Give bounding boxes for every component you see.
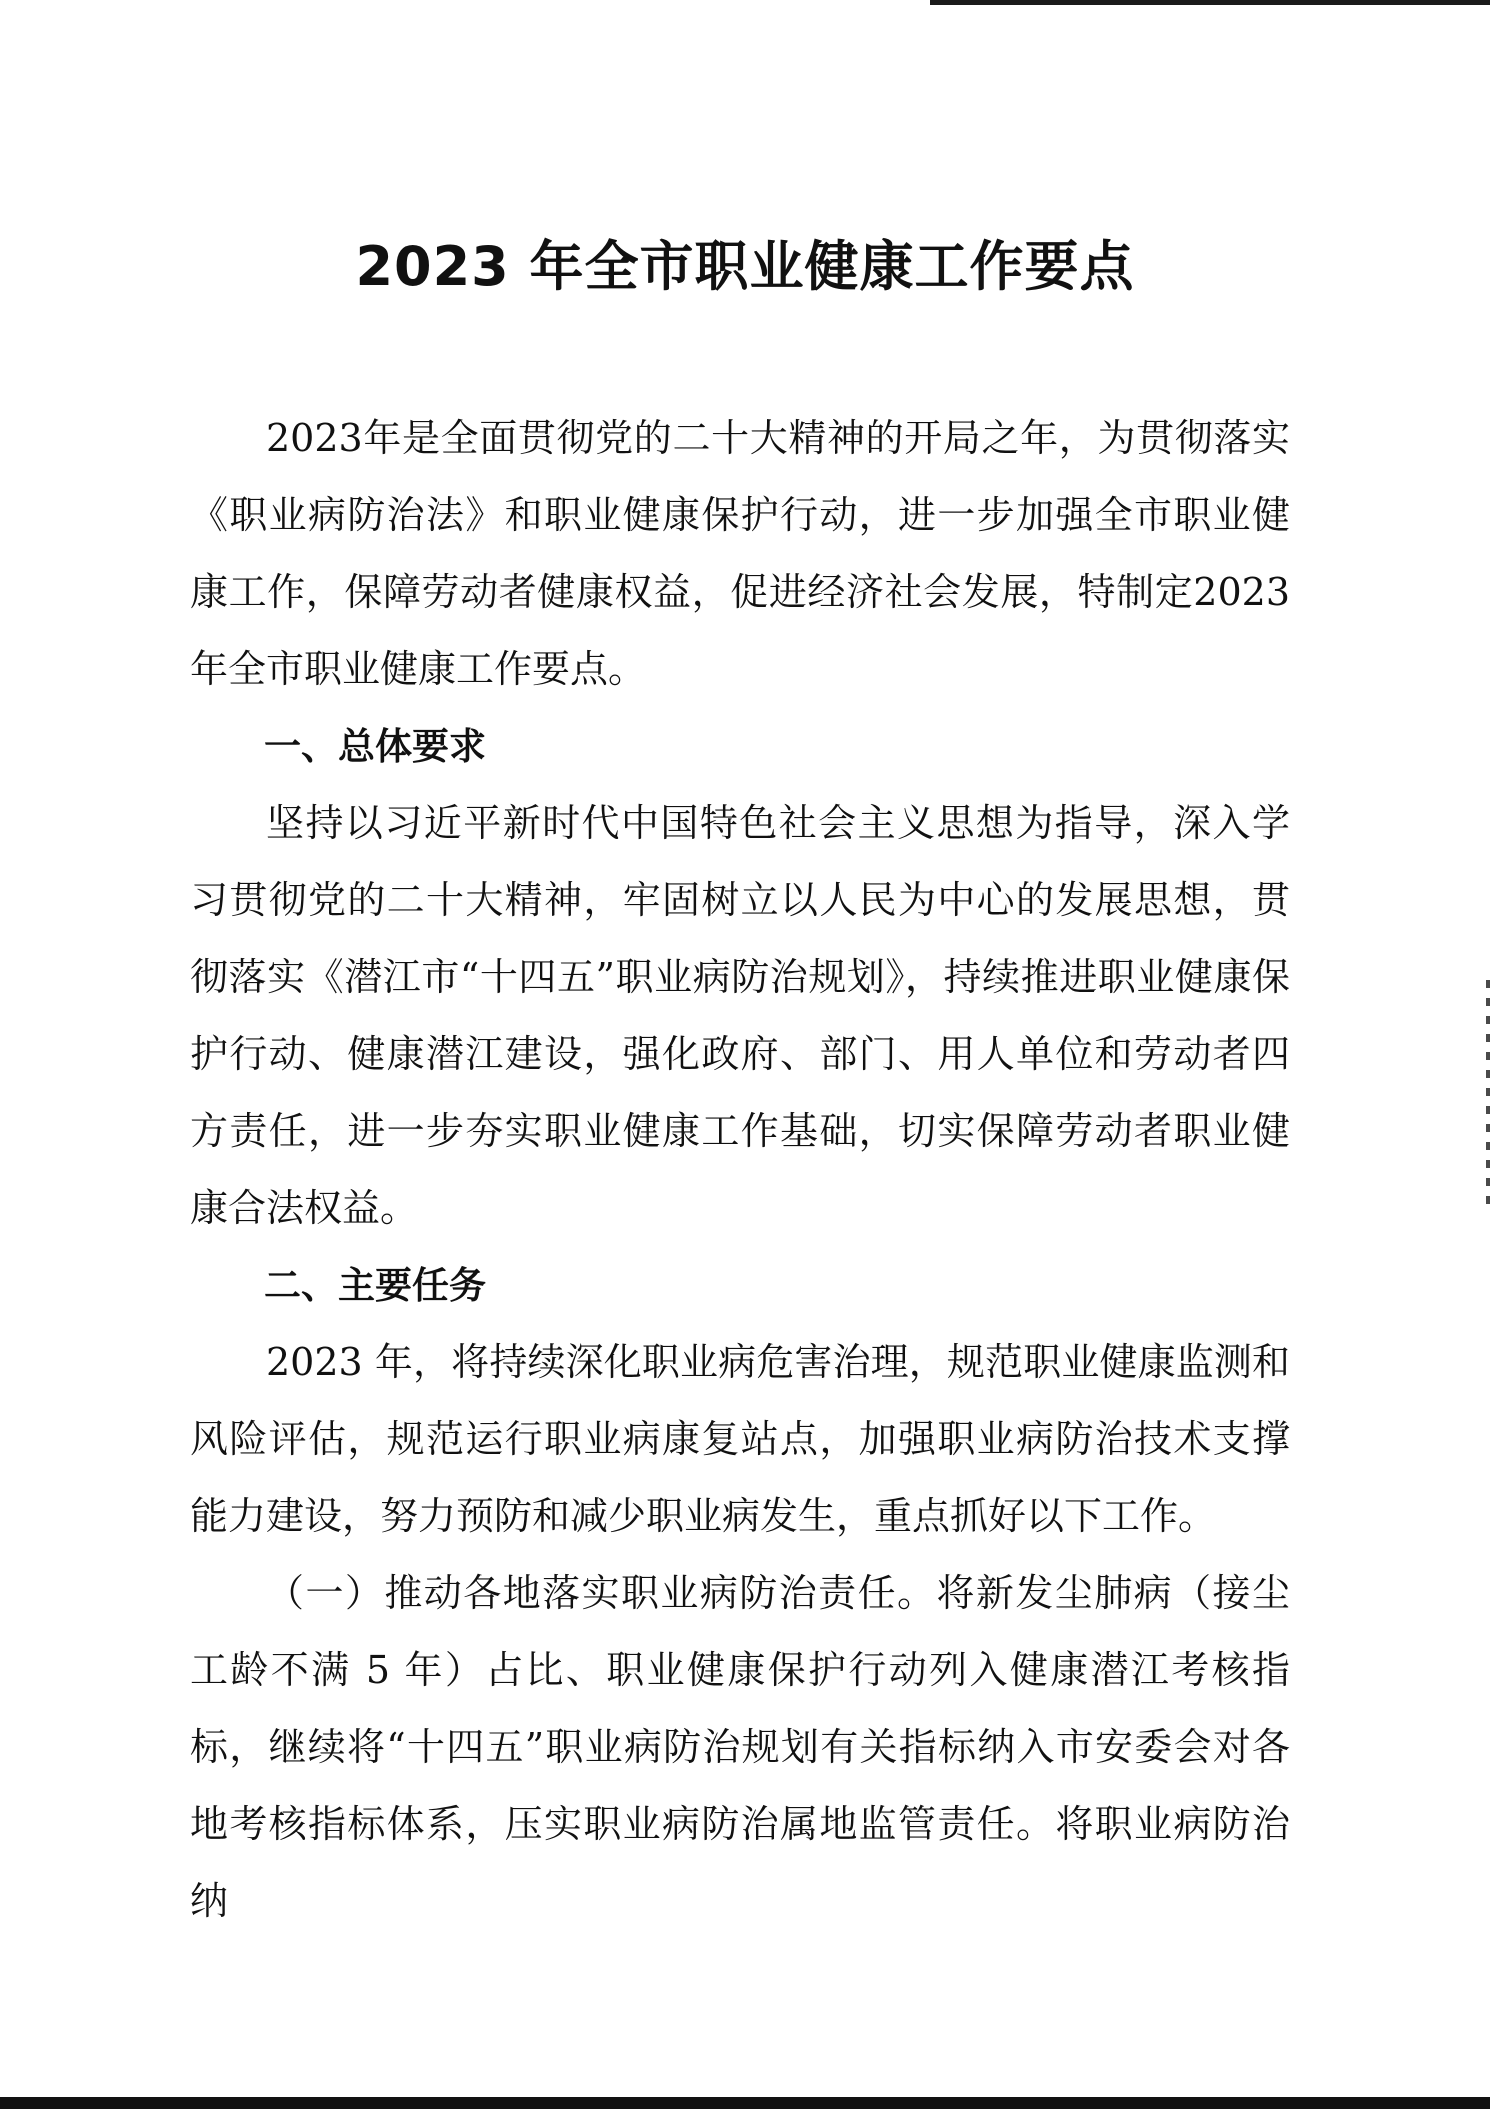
intro-paragraph: 2023年是全面贯彻党的二十大精神的开局之年，为贯彻落实《职业病防治法》和职业健康保护行动，进一步加强全市职业健康工作，保障劳动者健康权益，促进经济社会发展，特制定2023年全市职业健康工作要点。 [190,416,1290,691]
section-heading-main-tasks: 二、主要任务 [264,1264,486,1307]
document-title: 2023 年全市职业健康工作要点 [355,235,1135,298]
document-body [190,400,1290,1940]
task-item-1-paragraph: （一）推动各地落实职业病防治责任。将新发尘肺病（接尘工龄不满 5 年）占比、职业健康保护行动列入健康潜江考核指标，继续将“十四五”职业病防治规划有关指标纳入市安委会对各地考核指标体系，压实职业病防治属地监管责任。将职业病防治纳 [190,1571,1290,1923]
general-requirements-paragraph: 坚持以习近平新时代中国特色社会主义思想为指导，深入学习贯彻党的二十大精神，牢固树立以人民为中心的发展思想，贯彻落实《潜江市“十四五”职业病防治规划》，持续推进职业健康保护行动、健康潜江建设，强化政府、部门、用人单位和劳动者四方责任，进一步夯实职业健康工作基础，切实保障劳动者职业健康合法权益。 [190,801,1290,1230]
scan-bottom-edge [0,2097,1490,2109]
main-tasks-paragraph: 2023 年，将持续深化职业病危害治理，规范职业健康监测和风险评估，规范运行职业病康复站点，加强职业病防治技术支撑能力建设，努力预防和减少职业病发生，重点抓好以下工作。 [190,1340,1290,1538]
scan-edge-mark [930,0,1490,5]
section-heading-general-requirements: 一、总体要求 [264,725,486,768]
scan-margin-marks [1486,980,1490,1210]
